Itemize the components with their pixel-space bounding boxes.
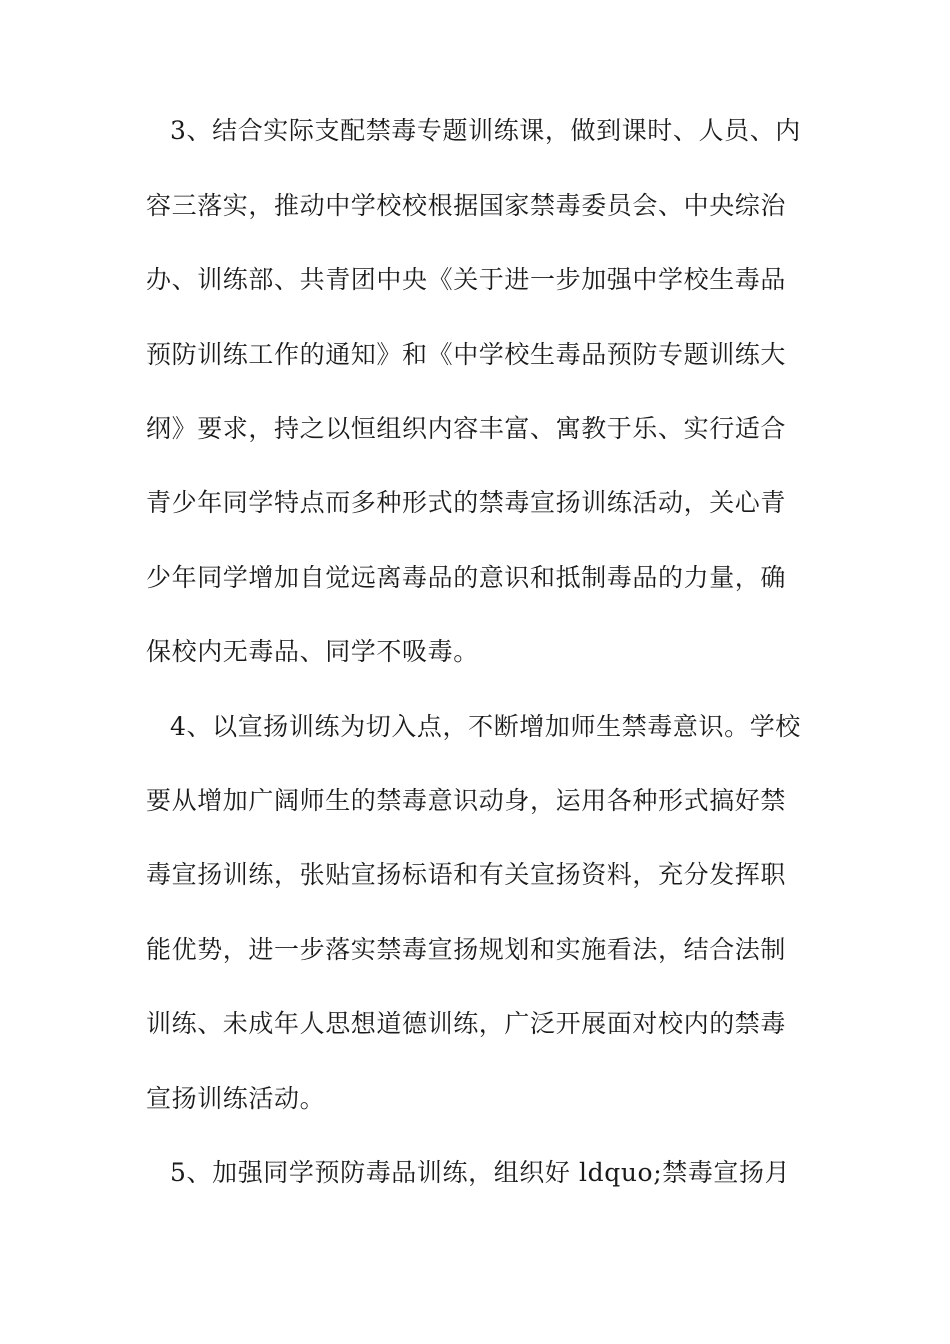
paragraph-3-line-4: 预防训练工作的通知》和《中学校生毒品预防专题训练大 (146, 340, 787, 369)
paragraph-4-line-1: 4、以宣扬训练为切入点，不断增加师生禁毒意识。学校 (170, 712, 801, 741)
paragraph-3-line-1: 3、结合实际支配禁毒专题训练课，做到课时、人员、内 (170, 116, 801, 145)
paragraph-5-line-1: 5、加强同学预防毒品训练，组织好 ldquo;禁毒宣扬月 (170, 1158, 791, 1187)
paragraph-3-line-2: 容三落实，推动中学校校根据国家禁毒委员会、中央综治 (146, 191, 787, 220)
paragraph-3-line-8: 保校内无毒品、同学不吸毒。 (146, 637, 479, 666)
paragraph-3-line-6: 青少年同学特点而多种形式的禁毒宣扬训练活动，关心青 (146, 488, 787, 517)
paragraph-4-line-2: 要从增加广阔师生的禁毒意识动身，运用各种形式搞好禁 (146, 786, 787, 815)
paragraph-3-line-5: 纲》要求，持之以恒组织内容丰富、寓教于乐、实行适合 (146, 414, 787, 443)
paragraph-4-line-4: 能优势，进一步落实禁毒宣扬规划和实施看法，结合法制 (146, 935, 787, 964)
paragraph-4-line-6: 宣扬训练活动。 (146, 1084, 326, 1113)
paragraph-4-line-3: 毒宣扬训练，张贴宣扬标语和有关宣扬资料，充分发挥职 (146, 860, 787, 889)
paragraph-3-line-3: 办、训练部、共青团中央《关于进一步加强中学校生毒品 (146, 265, 787, 294)
paragraph-4-line-5: 训练、未成年人思想道德训练，广泛开展面对校内的禁毒 (146, 1009, 787, 1038)
paragraph-3-line-7: 少年同学增加自觉远离毒品的意识和抵制毒品的力量，确 (146, 563, 787, 592)
